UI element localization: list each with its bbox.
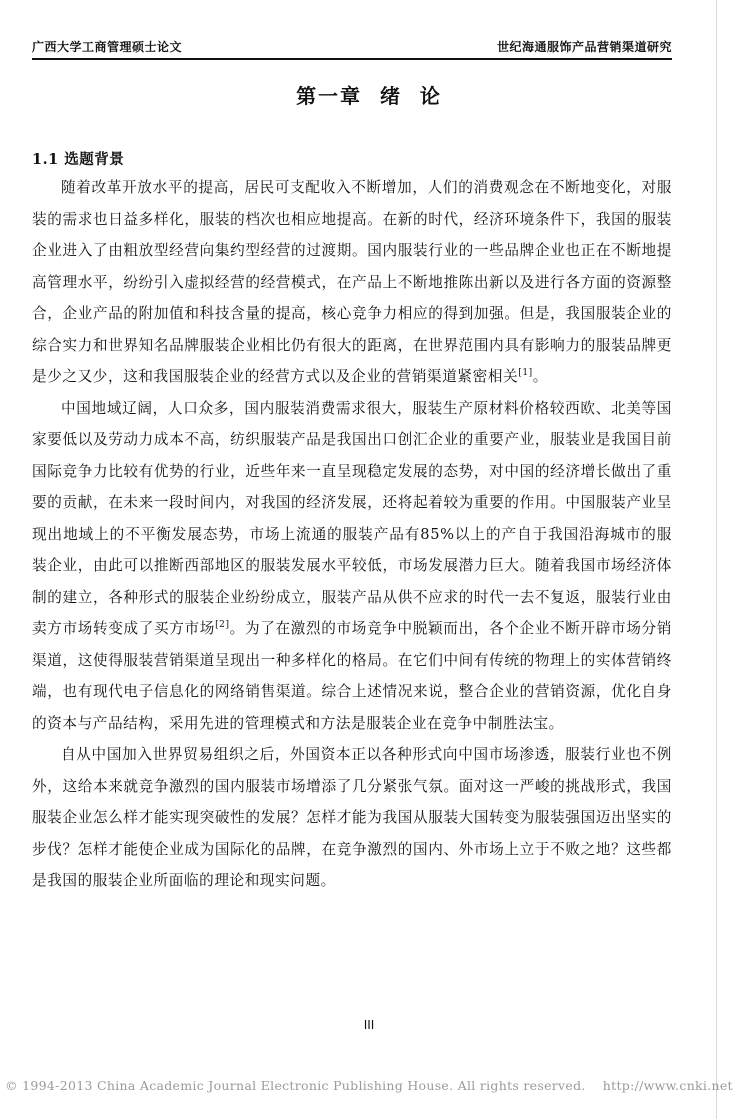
paragraph-1 (32, 172, 672, 393)
paragraph-tail: 。 (532, 368, 548, 385)
running-header (32, 38, 672, 56)
body-text (32, 172, 672, 897)
section-number: 1.1 (32, 151, 59, 168)
page-number: III (363, 1018, 375, 1032)
copyright-footer: © 1994-2013 China Academic Journal Electronic Publishing House. All rights reserved. http://www.cnki.net (5, 1078, 733, 1093)
section-heading (32, 148, 124, 169)
paragraph-3 (32, 739, 672, 897)
chapter-title: 第一章 绪 论 (296, 84, 442, 108)
page-edge-line (716, 0, 717, 1119)
header-thesis-label: 广西大学工商管理硕士论文 (32, 40, 183, 54)
header-rule (32, 58, 672, 60)
header-thesis-title: 世纪海通服饰产品营销渠道研究 (496, 40, 672, 54)
paragraph-text: 中国地域辽阔，人口众多，国内服装消费需求很大，服装生产原材料价格较西欧、北美等国家要低以及劳动力成本不高，纺织服装产品是我国出口创汇企业的重要产业，服装业是我国目前国际竞争力比较有优势的行业，近些年来一直呈现稳定发展的态势，对中国的经济增长做出了重要的贡献，在未来一段时间内，对我国的经济发展，还将起着较为重要的作用。中国服装产业呈现出地域上的不平衡发展态势，市场上流通的服装产品有85%以上的产自于我国沿海城市的服装企业，由此可以推断西部地区的服装发展水平较低，市场发展潜力巨大。随着我国市场经济体制的建立，各种形式的服装企业纷纷成立，服装产品从供不应求的时代一去不复返，服装行业由卖方市场转变成了买方市场 (32, 399, 672, 637)
paragraph-2 (32, 393, 672, 740)
citation-ref: [2] (215, 620, 230, 631)
paragraph-text: 自从中国加入世界贸易组织之后，外国资本正以各种形式向中国市场渗透，服装行业也不例外，这给本来就竞争激烈的国内服装市场增添了几分紧张气氛。面对这一严峻的挑战形式，我国服装企业怎么样才能实现突破性的发展？怎样才能为我国从服装大国转变为服装强国迈出坚实的步伐？怎样才能使企业成为国际化的品牌，在竞争激烈的国内、外市场上立于不败之地？这些都是我国的服装企业所面临的理论和现实问题。 (32, 746, 672, 889)
citation-ref: [1] (518, 368, 533, 379)
paragraph-tail: 。为了在激烈的市场竞争中脱颖而出，各个企业不断开辟市场分销渠道，这使得服装营销渠道呈现出一种多样化的格局。在它们中间有传统的物理上的实体营销终端，也有现代电子信息化的网络销售渠道。综合上述情况来说，整合企业的营销资源，优化自身的资本与产品结构，采用先进的管理模式和方法是服装企业在竞争中制胜法宝。 (32, 620, 673, 732)
section-title: 选题背景 (64, 151, 125, 168)
paragraph-text: 随着改革开放水平的提高，居民可支配收入不断增加，人们的消费观念在不断地变化，对服装的需求也日益多样化，服装的档次也相应地提高。在新的时代，经济环境条件下，我国的服装企业进入了由粗放型经营向集约型经营的过渡期。国内服装行业的一些品牌企业也正在不断地提高管理水平，纷纷引入虚拟经营的经营模式，在产品上不断地推陈出新以及进行各方面的资源整合，企业产品的附加值和科技含量的提高，核心竞争力相应的得到加强。但是，我国服装企业的综合实力和世界知名品牌服装企业相比仍有很大的距离，在世界范围内具有影响力的服装品牌更是少之又少，这和我国服装企业的经营方式以及企业的营销渠道紧密相关 (32, 179, 672, 385)
